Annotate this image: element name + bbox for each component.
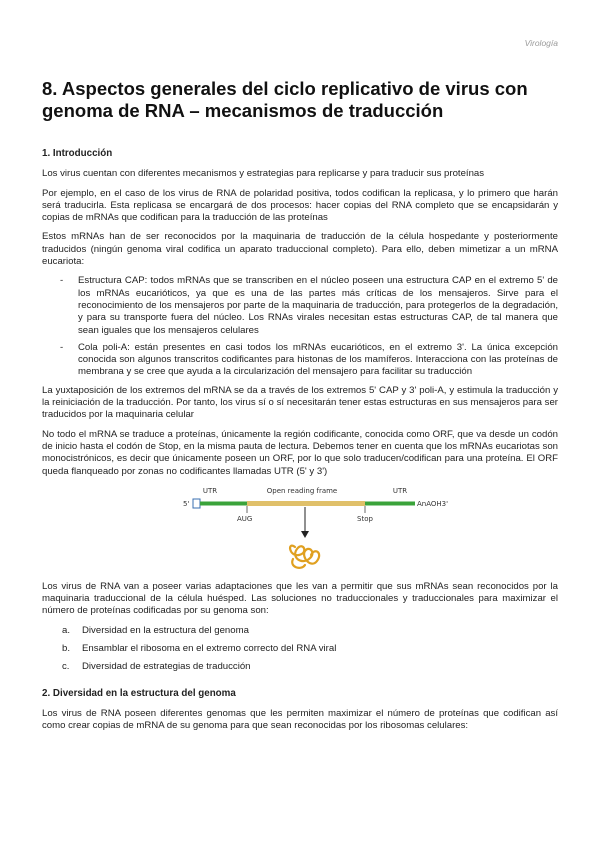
orf-label: Open reading frame <box>266 486 338 495</box>
list-item <box>42 661 558 673</box>
chapter-title: 8. Aspectos generales del ciclo replicativo de virus con genoma de RNA – mecanismos de traducción <box>42 78 528 121</box>
paragraph: Los virus cuentan con diferentes mecanismos y estrategias para replicarse y para traducir sus proteínas <box>42 168 485 180</box>
list-item-text: Cola poli-A: están presentes en casi todos los mRNAs eucarióticos, en el extremo 3'. La única excepción conocida son algunos transcritos codificantes para histonas de los mamíferos. Interacciona con las proteínas de membrana y se cree que ayuda a la circularización del mensajero para facilitar su traducción <box>78 341 558 378</box>
paragraph: Estos mRNAs han de ser reconocidos por la maquinaria de traducción de la célula hospedante y posteriormente traducidos (ningún genoma viral codifica un aparato traduccional completo). Para ello, deben mimetizar a un mRNA eucariota: <box>42 231 558 268</box>
list-item <box>42 275 558 336</box>
stop-label: Stop <box>357 514 373 523</box>
aug-label: AUG <box>237 514 253 523</box>
list-marker: b. <box>62 643 71 655</box>
list-item <box>42 643 558 655</box>
list-marker: - <box>60 275 64 287</box>
poly-a-label: AnAOH3' <box>417 499 449 508</box>
list-marker: a. <box>62 624 71 636</box>
arrow-head-icon <box>301 531 309 538</box>
document-body <box>42 148 558 740</box>
dash-list <box>42 275 558 378</box>
mrna-diagram <box>177 485 449 575</box>
utr-right-label: UTR <box>392 486 408 495</box>
paragraph: La yuxtaposición de los extremos del mRNA se da a través de los extremos 5' CAP y 3' poli-A, y estimula la traducción y la reiniciación de la traducción. Por tanto, los virus sí o sí necesitarán tener estas estructuras en sus mensajeros para ser traducidos por la maquinaria celular <box>42 384 558 421</box>
running-header: Virología <box>524 38 558 48</box>
paragraph: Por ejemplo, en el caso de los virus de RNA de polaridad positiva, todos codifican la replicasa, y lo primero que harán será traducirla. Esta replicasa se encargará de dos procesos: hacer copias del RNA completo que se encapsidarán y copias de mRNAs que codifican para la traducción de las proteínas <box>42 187 558 224</box>
mrna-figure <box>42 485 558 575</box>
section-heading-genome: 2. Diversidad en la estructura del genoma <box>42 687 236 699</box>
utr-left-label: UTR <box>202 486 218 495</box>
lettered-list <box>42 625 558 674</box>
list-item-text: Diversidad de estrategias de traducción <box>82 661 251 673</box>
paragraph: No todo el mRNA se traduce a proteínas, únicamente la región codificante, conocida como ORF, que va desde un codón de inicio hasta el codón de Stop, en la misma pauta de lectura. Debemos tener en cuenta que los mRNAs eucariotas son monocistrónicos, es decir que únicamente poseen un ORF, por lo que solo traducen/codifican para una proteína. El ORF queda flanqueado por zonas no codificantes llamadas UTR (5' y 3') <box>42 428 558 477</box>
list-item-text: Diversidad en la estructura del genoma <box>82 624 249 636</box>
utr-5-segment <box>200 501 247 505</box>
paragraph: Los virus de RNA van a poseer varias adaptaciones que les van a permitir que sus mRNAs sean reconocidos por la maquinaria traduccional de la célula huésped. Las soluciones no traduccionales y traduccionales para maximizar el número de proteínas codificadas por su genoma son: <box>42 580 558 617</box>
folded-protein-icon <box>290 545 319 567</box>
list-item <box>42 342 558 379</box>
utr-3-segment <box>365 501 415 505</box>
list-marker: c. <box>62 661 70 673</box>
section-genome <box>42 688 558 733</box>
list-marker: - <box>60 341 64 353</box>
section-heading-intro: 1. Introducción <box>42 148 113 159</box>
list-item-text: Estructura CAP: todos mRNAs que se transcriben en el núcleo poseen una estructura CAP en el extremo 5' de los mRNAs eucarióticos, ya que es una de las partes más críticas de los mensajeros. Sirve para el reconocimiento de los mensajeros por parte de la maquinaria de traducción, para protegerlos de la degradación, y para su transporte fuera del núcleo. Los RNAs virales necesitan estas estructuras CAP, de tal manera que sean iguales que los mensajeros celulares <box>78 275 558 336</box>
list-item-text: Ensamblar el ribosoma en el extremo correcto del RNA viral <box>82 643 337 655</box>
list-item <box>42 625 558 637</box>
cap-marker <box>193 499 200 508</box>
orf-segment <box>247 501 365 506</box>
paragraph: Los virus de RNA poseen diferentes genomas que les permiten maximizar el número de proteínas que codifican así como crear copias de mRNA de su genoma para que sean reconocidas por los ribosomas celulares: <box>42 707 558 732</box>
five-prime-label: 5' <box>183 499 190 508</box>
